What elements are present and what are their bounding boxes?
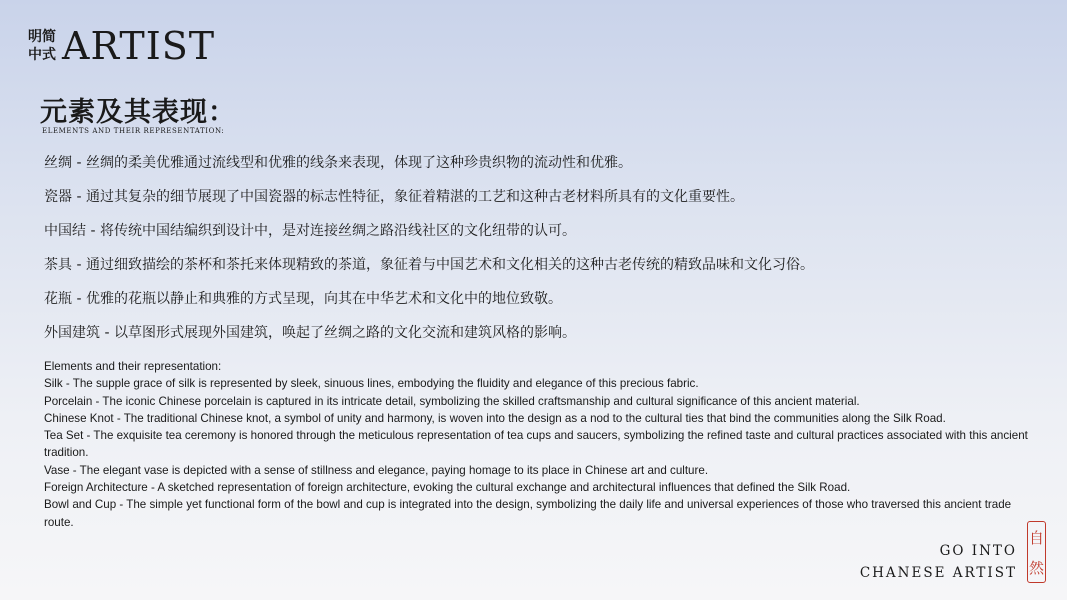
seal-char2: 然 [1028, 558, 1044, 577]
cn-item-tea-set: 茶具 - 通过细致描绘的茶杯和茶托来体现精致的茶道，象征着与中国艺术和文化相关的这种古老传统的精致品味和文化习俗。 [44, 257, 814, 273]
cn-item-porcelain: 瓷器 - 通过其复杂的细节展现了中国瓷器的标志性特征，象征着精湛的工艺和这种古老材料所具有的文化重要性。 [44, 189, 744, 205]
footer-line1: GO INTO [939, 543, 1017, 559]
cn-item-silk: 丝绸 - 丝绸的柔美优雅通过流线型和优雅的线条来表现，体现了这种珍贵织物的流动性和优雅。 [44, 155, 632, 171]
cn-item-chinese-knot: 中国结 - 将传统中国结编织到设计中，是对连接丝绸之路沿线社区的文化纽带的认可。 [44, 223, 576, 239]
en-item-silk: Silk - The supple grace of silk is represented by sleek, sinuous lines, embodying the fluidity and elegance of this precious fabric. [44, 377, 699, 391]
chinese-element-list [44, 152, 1044, 356]
en-item-tea-set: Tea Set - The exquisite tea ceremony is honored through the meticulous representation of tea cups and saucers, symbolizing the refined taste and cultural practices associated with this ancient tradition. [44, 429, 1028, 460]
logo-english: ARTIST [62, 24, 216, 68]
logo [28, 26, 215, 66]
page-subtitle: ELEMENTS AND THEIR REPRESENTATION: [42, 127, 225, 135]
logo-chinese [28, 28, 56, 64]
en-heading: Elements and their representation: [44, 360, 222, 373]
en-item-bowl-and-cup: Bowl and Cup - The simple yet functional form of the bowl and cup is integrated into the design, symbolizing the daily life and universal experiences of those who traversed this ancient trade route. [44, 498, 1012, 529]
en-item-foreign-architecture: Foreign Architecture - A sketched representation of foreign architecture, evoking the cultural exchange and architectural influences that defined the Silk Road. [44, 481, 851, 495]
logo-cn-line1: 明简 [28, 29, 56, 45]
cn-item-vase: 花瓶 - 优雅的花瓶以静止和典雅的方式呈现，向其在中华艺术和文化中的地位致敬。 [44, 291, 562, 307]
seal-char1: 自 [1028, 528, 1044, 547]
footer-tagline [860, 540, 1017, 584]
en-item-chinese-knot: Chinese Knot - The traditional Chinese knot, a symbol of unity and harmony, is woven into the design as a nod to the cultural ties that bind the communities along the Silk Road. [44, 411, 946, 425]
en-item-vase: Vase - The elegant vase is depicted with a sense of stillness and elegance, paying homage to its place in Chinese art and culture. [44, 463, 709, 477]
english-description [44, 358, 1039, 531]
cn-item-foreign-architecture: 外国建筑 - 以草图形式展现外国建筑，唤起了丝绸之路的文化交流和建筑风格的影响。 [44, 325, 576, 341]
logo-cn-line2: 中式 [28, 47, 56, 63]
en-item-porcelain: Porcelain - The iconic Chinese porcelain is captured in its intricate detail, symbolizing the skilled craftsmanship and cultural significance of this ancient material. [44, 394, 860, 408]
footer-line2: CHANESE ARTIST [859, 565, 1017, 581]
red-seal-stamp [1027, 521, 1046, 583]
page-title: 元素及其表现： [40, 97, 236, 128]
